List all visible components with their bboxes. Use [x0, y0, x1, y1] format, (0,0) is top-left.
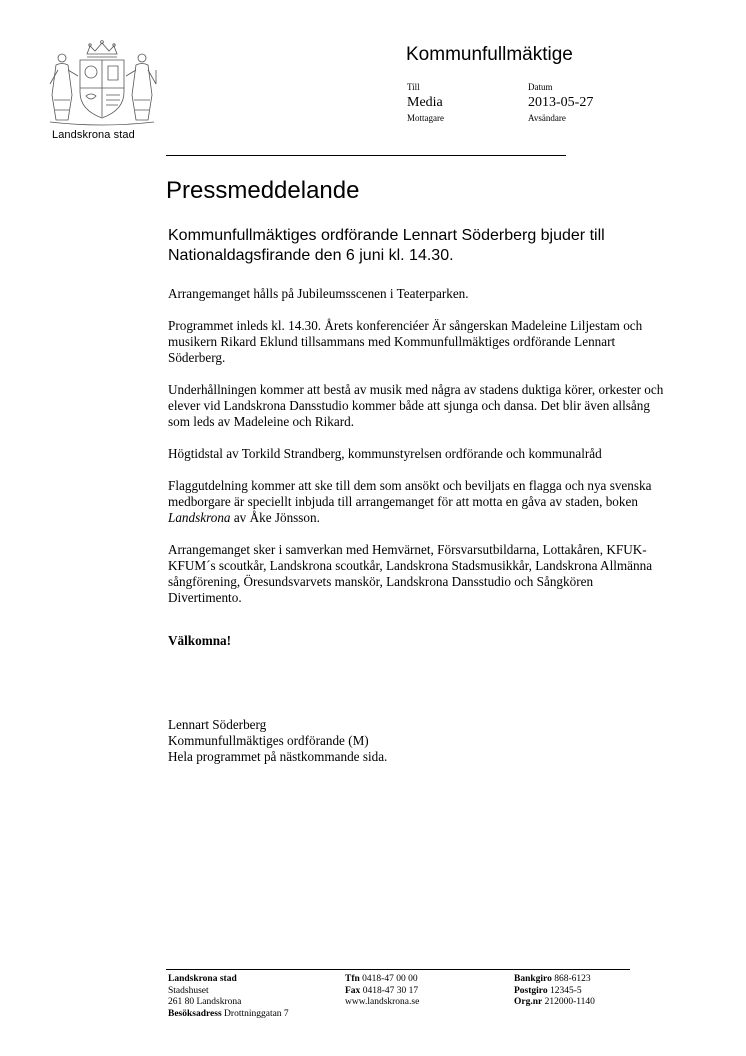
footer-contact — [345, 974, 419, 1009]
paragraph-partners: Arrangemanget sker i samverkan med Hemvärnet, Försvarsutbildarna, Lottakåren, KFUK-KFUM´s scoutkår, Landskrona scoutkår, Landskrona Stadsmusikkår, Landskrona Allmänna sångförening, Öresundsvarvets manskör, Landskrona Dansstudio och Sångkören Divertimento. — [168, 541, 653, 606]
date-label: Datum — [528, 82, 553, 92]
paragraph-entertainment: Underhållningen kommer att bestå av musik med några av stadens duktiga körer, orkester och elever vid Landskrona Dansstudio kommer både att sjunga och dansa. Det blir även allsång som leds av Madeleine och Rikard. — [168, 381, 664, 430]
footer-bankgiro-label: Bankgiro — [514, 974, 552, 984]
flags-text-before: Flaggutdelning kommer att ske till dem som ansökt och beviljats en flagga och nya svenska medborgare är speciellt inbjuda till arrangemanget för att motta en gåva av staden, boken — [168, 477, 652, 509]
paragraph-program: Programmet inleds kl. 14.30. Årets konferenciéer Är sångerskan Madeleine Liljestam och musikern Rikard Eklund tillsammans med Kommunfullmäktiges ordförande Lennart Söderberg. — [168, 317, 643, 366]
footer-postgiro-value: 12345-5 — [549, 985, 582, 996]
footer-postal: 261 80 Landskrona — [168, 997, 242, 1007]
to-label: Till — [407, 82, 420, 92]
date-sub-label: Avsändare — [528, 113, 566, 123]
footer-finance — [514, 974, 595, 1009]
logo-name: Landskrona stad — [52, 129, 135, 141]
page-title: Pressmeddelande — [166, 177, 360, 204]
book-title: Landskrona — [168, 510, 231, 526]
footer-visit-label: Besöksadress — [168, 1008, 222, 1019]
signature-note: Hela programmet på nästkommande sida. — [168, 749, 388, 765]
footer-visit-value: Drottninggatan 7 — [224, 1008, 289, 1019]
headline: Kommunfullmäktiges ordförande Lennart Söderberg bjuder till Nationaldagsfirande den 6 juni kl. 14.30. — [168, 227, 605, 264]
footer-divider — [166, 969, 630, 970]
footer-orgnr-label: Org.nr — [514, 997, 543, 1007]
footer-web-link[interactable]: www.landskrona.se — [345, 997, 420, 1007]
footer-address — [168, 974, 289, 1020]
footer-bankgiro-value: 868-6123 — [554, 974, 591, 984]
footer-fax-label: Fax — [345, 985, 361, 996]
signature-name: Lennart Söderberg — [168, 717, 267, 732]
paragraph-flags — [168, 478, 668, 527]
paragraph-venue: Arrangemanget hålls på Jubileumsscenen i Teaterparken. — [168, 286, 469, 301]
flags-text-after: av Åke Jönsson. — [230, 510, 320, 526]
footer-building: Stadshuset — [168, 985, 209, 996]
body-text — [168, 286, 668, 664]
footer-postgiro-label: Postgiro — [514, 985, 548, 996]
footer-org: Landskrona stad — [168, 974, 237, 984]
to-value: Media — [407, 95, 443, 110]
footer-tel-value: 0418-47 00 00 — [362, 974, 418, 984]
footer-orgnr-value: 212000-1140 — [544, 997, 595, 1007]
welcome-bold: Välkomna! — [168, 632, 232, 648]
header-divider — [166, 155, 566, 156]
paragraph-speech: Högtidstal av Torkild Strandberg, kommunstyrelsen ordförande och kommunalråd — [168, 445, 602, 461]
date-value: 2013-05-27 — [528, 95, 594, 110]
signature-role: Kommunfullmäktiges ordförande (M) — [168, 733, 369, 749]
signature-block — [168, 717, 387, 766]
to-sub-label: Mottagare — [407, 113, 444, 123]
footer-tel-label: Tfn — [345, 974, 360, 984]
footer-fax-value: 0418-47 30 17 — [362, 985, 419, 996]
coat-of-arms-logo — [42, 40, 162, 126]
welcome-text — [168, 633, 668, 649]
department-title: Kommunfullmäktige — [406, 44, 573, 65]
